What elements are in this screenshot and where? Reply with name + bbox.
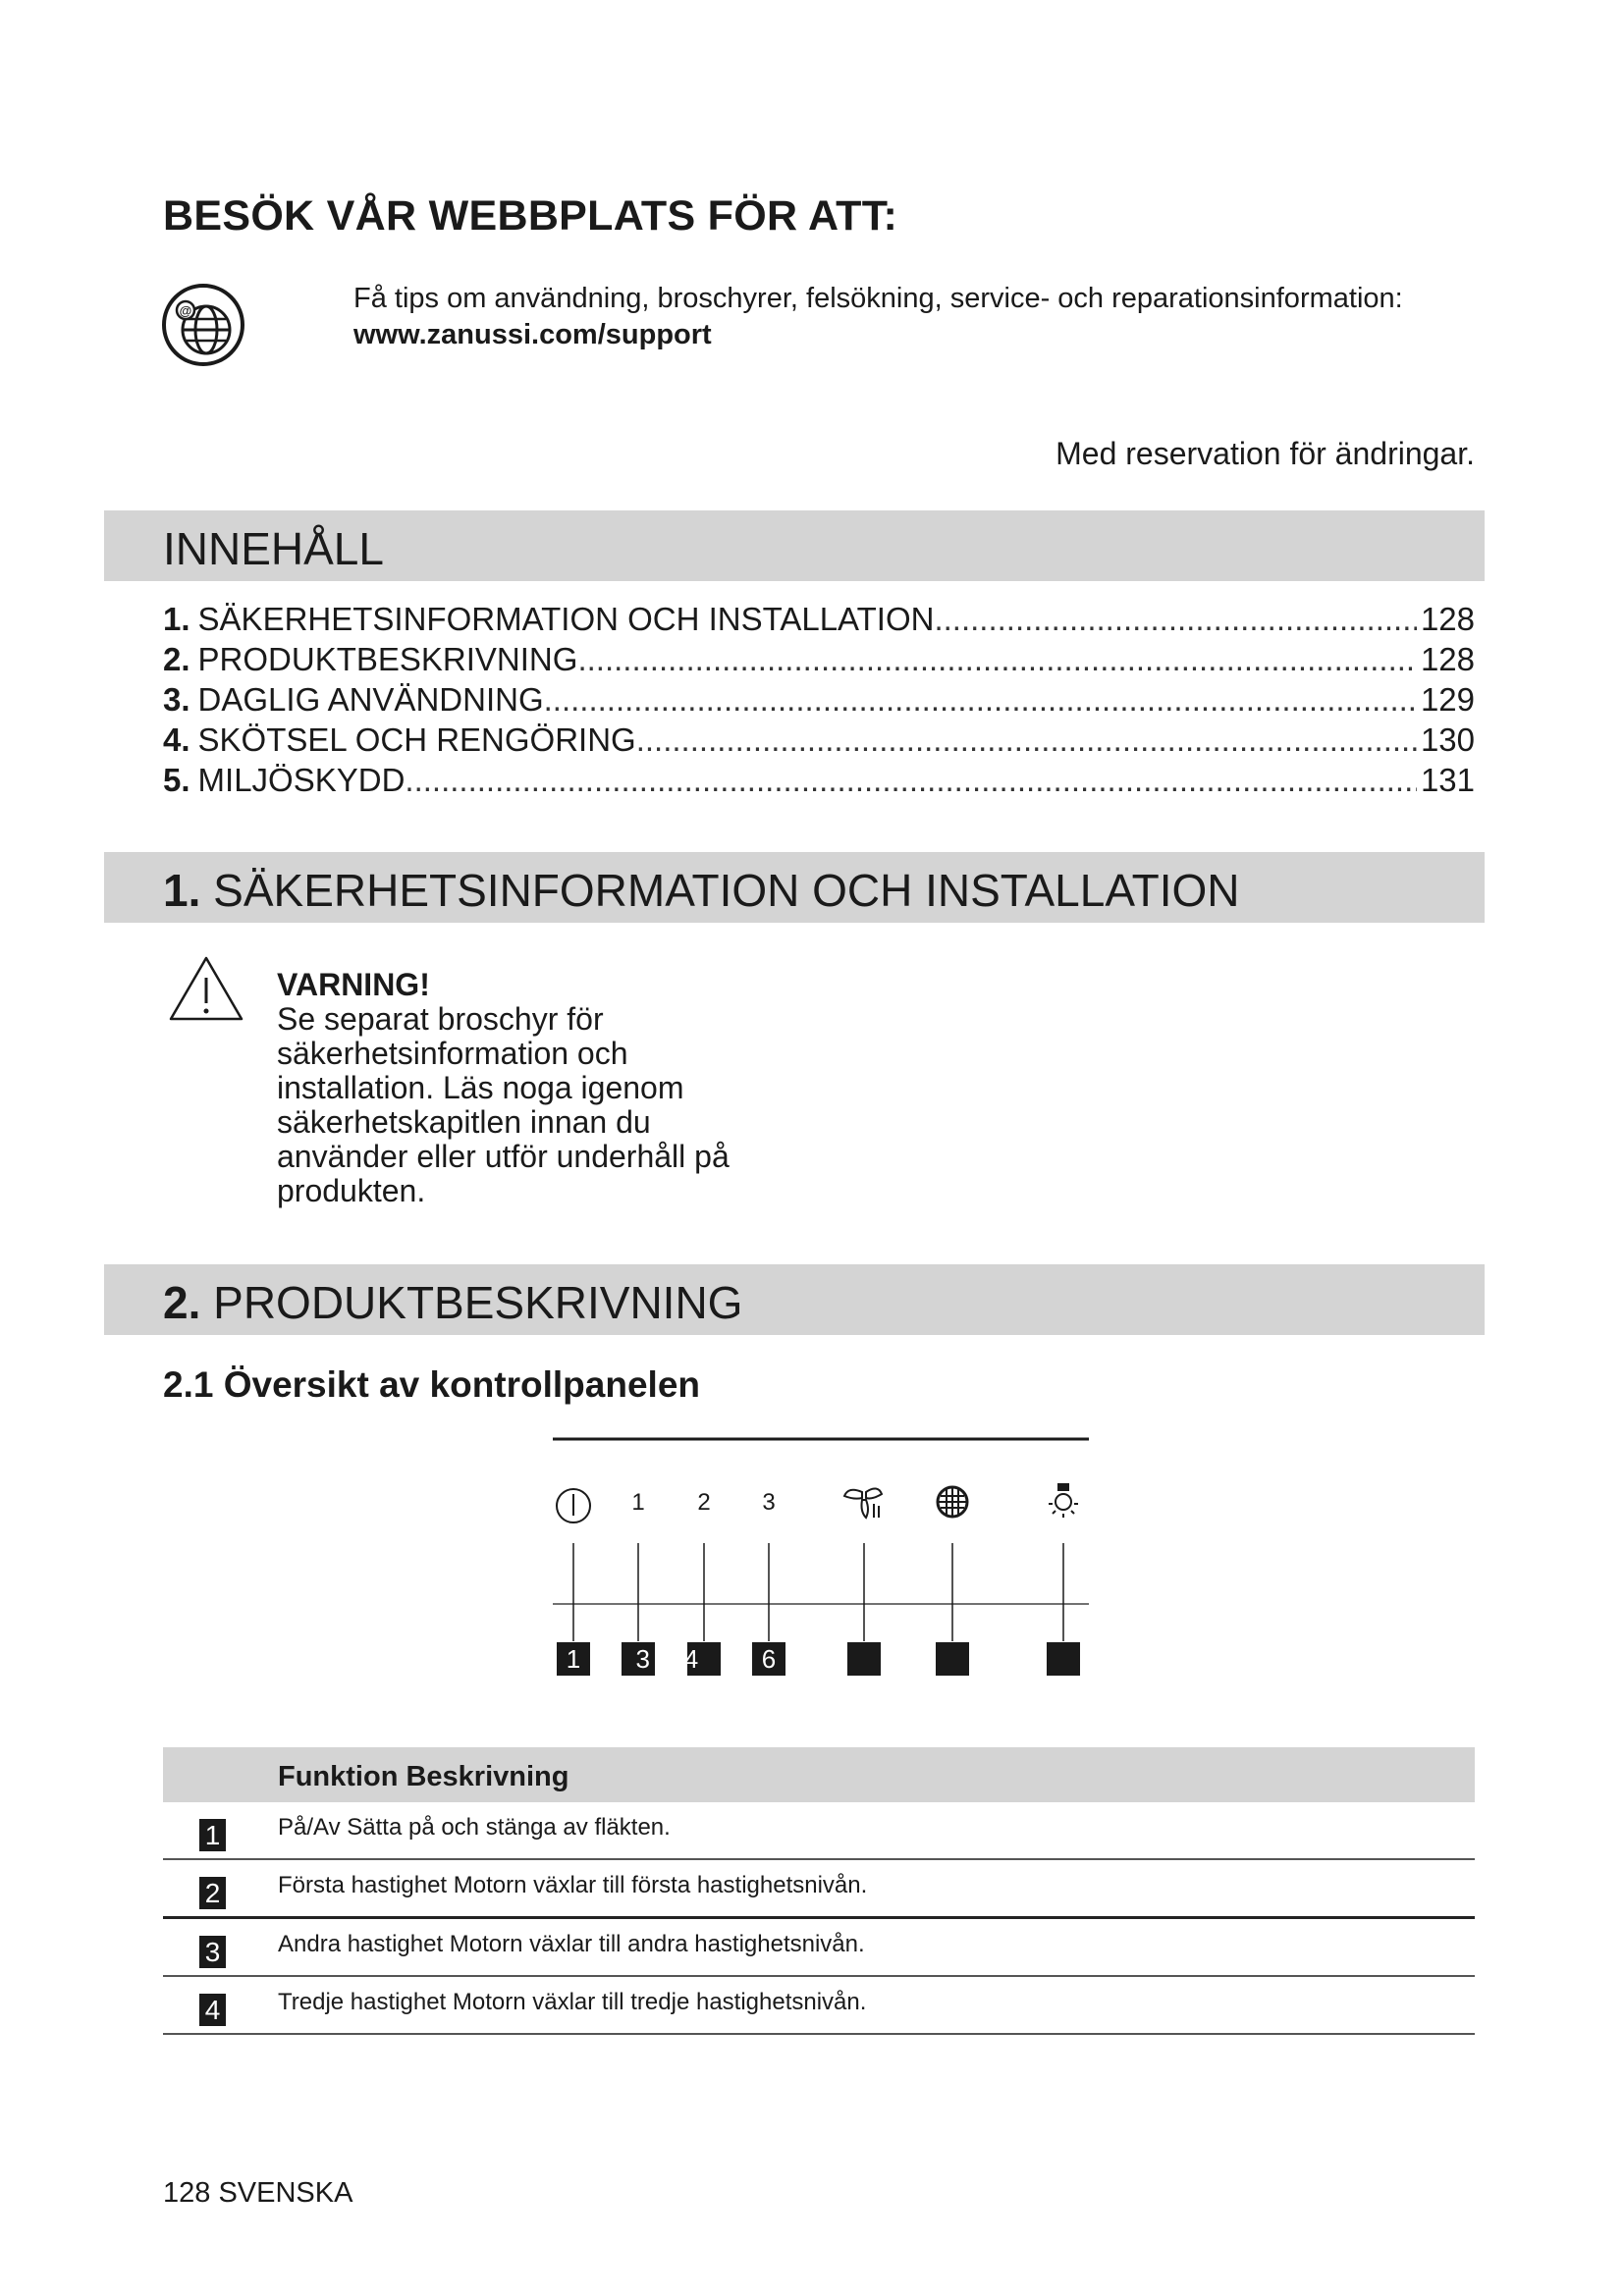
warning-line: använder eller utför underhåll på (277, 1139, 730, 1174)
toc-item-label: SKÖTSEL OCH RENGÖRING (197, 721, 636, 758)
row-description: Tredje hastighet Motorn växlar till tredje hastighetsnivån. (278, 1989, 867, 2015)
marker-1 (557, 1642, 590, 1676)
speed-2-label: 2 (697, 1489, 711, 1516)
row-description: På/Av Sätta på och stänga av fläkten. (278, 1814, 671, 1841)
warning-line: Se separat broschyr för (277, 1001, 604, 1037)
power-icon (557, 1489, 590, 1522)
warning-line: säkerhetsinformation och (277, 1036, 628, 1071)
marker-lamp (1047, 1642, 1080, 1676)
website-info (353, 281, 1403, 353)
toc-item-label: DAGLIG ANVÄNDNING (197, 681, 544, 718)
website-description: Få tips om användning, broschyrer, felsökning, service- och reparationsinformation: (353, 283, 1403, 314)
toc-item-number: 1. (163, 601, 190, 637)
svg-text:1: 1 (566, 1644, 581, 1674)
toc-item-page: 131 (1420, 762, 1475, 798)
svg-text:@: @ (179, 303, 192, 318)
table-header (163, 1747, 1475, 1802)
toc-item-page: 128 (1420, 641, 1475, 677)
svg-text:4: 4 (683, 1644, 699, 1674)
row-number-badge: 2 (199, 1877, 226, 1909)
toc-item[interactable] (163, 681, 1475, 721)
subsection-heading: 2.1 Översikt av kontrollpanelen (163, 1364, 700, 1405)
table-of-contents (163, 601, 1475, 802)
control-panel-diagram (550, 1435, 1092, 1681)
warning-line: säkerhetskapitlen innan du (277, 1104, 651, 1140)
speed-1-label: 1 (631, 1489, 645, 1516)
website-heading: BESÖK VÅR WEBBPLATS FÖR ATT: (163, 192, 898, 240)
contents-title: INNEHÅLL (163, 523, 384, 574)
marker-fan-boost (847, 1642, 881, 1676)
function-table (163, 1747, 1475, 2035)
section1-title: SÄKERHETSINFORMATION OCH INSTALLATION (213, 865, 1240, 916)
row-description: Andra hastighet Motorn växlar till andra hastighetsnivån. (278, 1931, 865, 1957)
toc-leader (934, 601, 1416, 638)
toc-leader (577, 641, 1417, 678)
row-number-badge: 1 (199, 1819, 226, 1851)
section1-bar (104, 852, 1485, 923)
section1-number: 1. (163, 865, 201, 916)
warning-title: VARNING! (277, 967, 430, 1002)
table-header-label: Funktion Beskrivning (278, 1761, 569, 1792)
warning-line: installation. Läs noga igenom (277, 1070, 684, 1105)
toc-leader (405, 762, 1417, 799)
row-description: Första hastighet Motorn växlar till första hastighetsnivån. (278, 1872, 868, 1898)
section2-title: PRODUKTBESKRIVNING (213, 1277, 743, 1328)
row-number-badge: 3 (199, 1936, 226, 1968)
section1-heading (163, 864, 1240, 917)
row-number-badge: 4 (199, 1994, 226, 2026)
table-row (163, 1919, 1475, 1977)
marker-4 (684, 1642, 721, 1676)
toc-item[interactable] (163, 721, 1475, 762)
page-footer: 128 SVENSKA (163, 2177, 353, 2209)
speed-3-label: 3 (762, 1489, 776, 1516)
marker-3 (622, 1642, 655, 1676)
leader-lines (573, 1543, 1063, 1641)
section2-heading (163, 1276, 742, 1329)
toc-leader (636, 721, 1417, 759)
warning-line: produkten. (277, 1173, 426, 1208)
toc-item-page: 128 (1420, 601, 1475, 637)
globe-icon (159, 281, 247, 369)
toc-item-page: 130 (1420, 721, 1475, 758)
toc-item[interactable] (163, 762, 1475, 802)
warning-triangle-icon (167, 954, 245, 1023)
svg-text:6: 6 (761, 1644, 777, 1674)
marker-6 (752, 1642, 785, 1676)
toc-item-number: 4. (163, 721, 190, 758)
toc-item-number: 5. (163, 762, 190, 798)
toc-item-page: 129 (1420, 681, 1475, 718)
toc-leader (544, 681, 1417, 719)
toc-item-number: 2. (163, 641, 190, 677)
website-url-link[interactable]: www.zanussi.com/support (353, 319, 712, 350)
toc-item-number: 3. (163, 681, 190, 718)
toc-item[interactable] (163, 601, 1475, 641)
toc-item[interactable] (163, 641, 1475, 681)
table-row (163, 1802, 1475, 1860)
section2-bar (104, 1264, 1485, 1335)
marker-filter (936, 1642, 969, 1676)
warning-block (277, 968, 730, 1208)
filter-icon (938, 1487, 967, 1517)
fan-boost-icon (844, 1488, 882, 1518)
reservation-note: Med reservation för ändringar. (1056, 436, 1475, 471)
svg-text:3: 3 (635, 1644, 650, 1674)
table-row (163, 1860, 1475, 1919)
toc-item-label: PRODUKTBESKRIVNING (197, 641, 578, 677)
section2-number: 2. (163, 1277, 201, 1328)
table-row (163, 1977, 1475, 2035)
toc-item-label: SÄKERHETSINFORMATION OCH INSTALLATION (197, 601, 935, 637)
contents-bar (104, 510, 1485, 581)
toc-item-label: MILJÖSKYDD (197, 762, 406, 798)
lamp-icon (1049, 1484, 1078, 1518)
